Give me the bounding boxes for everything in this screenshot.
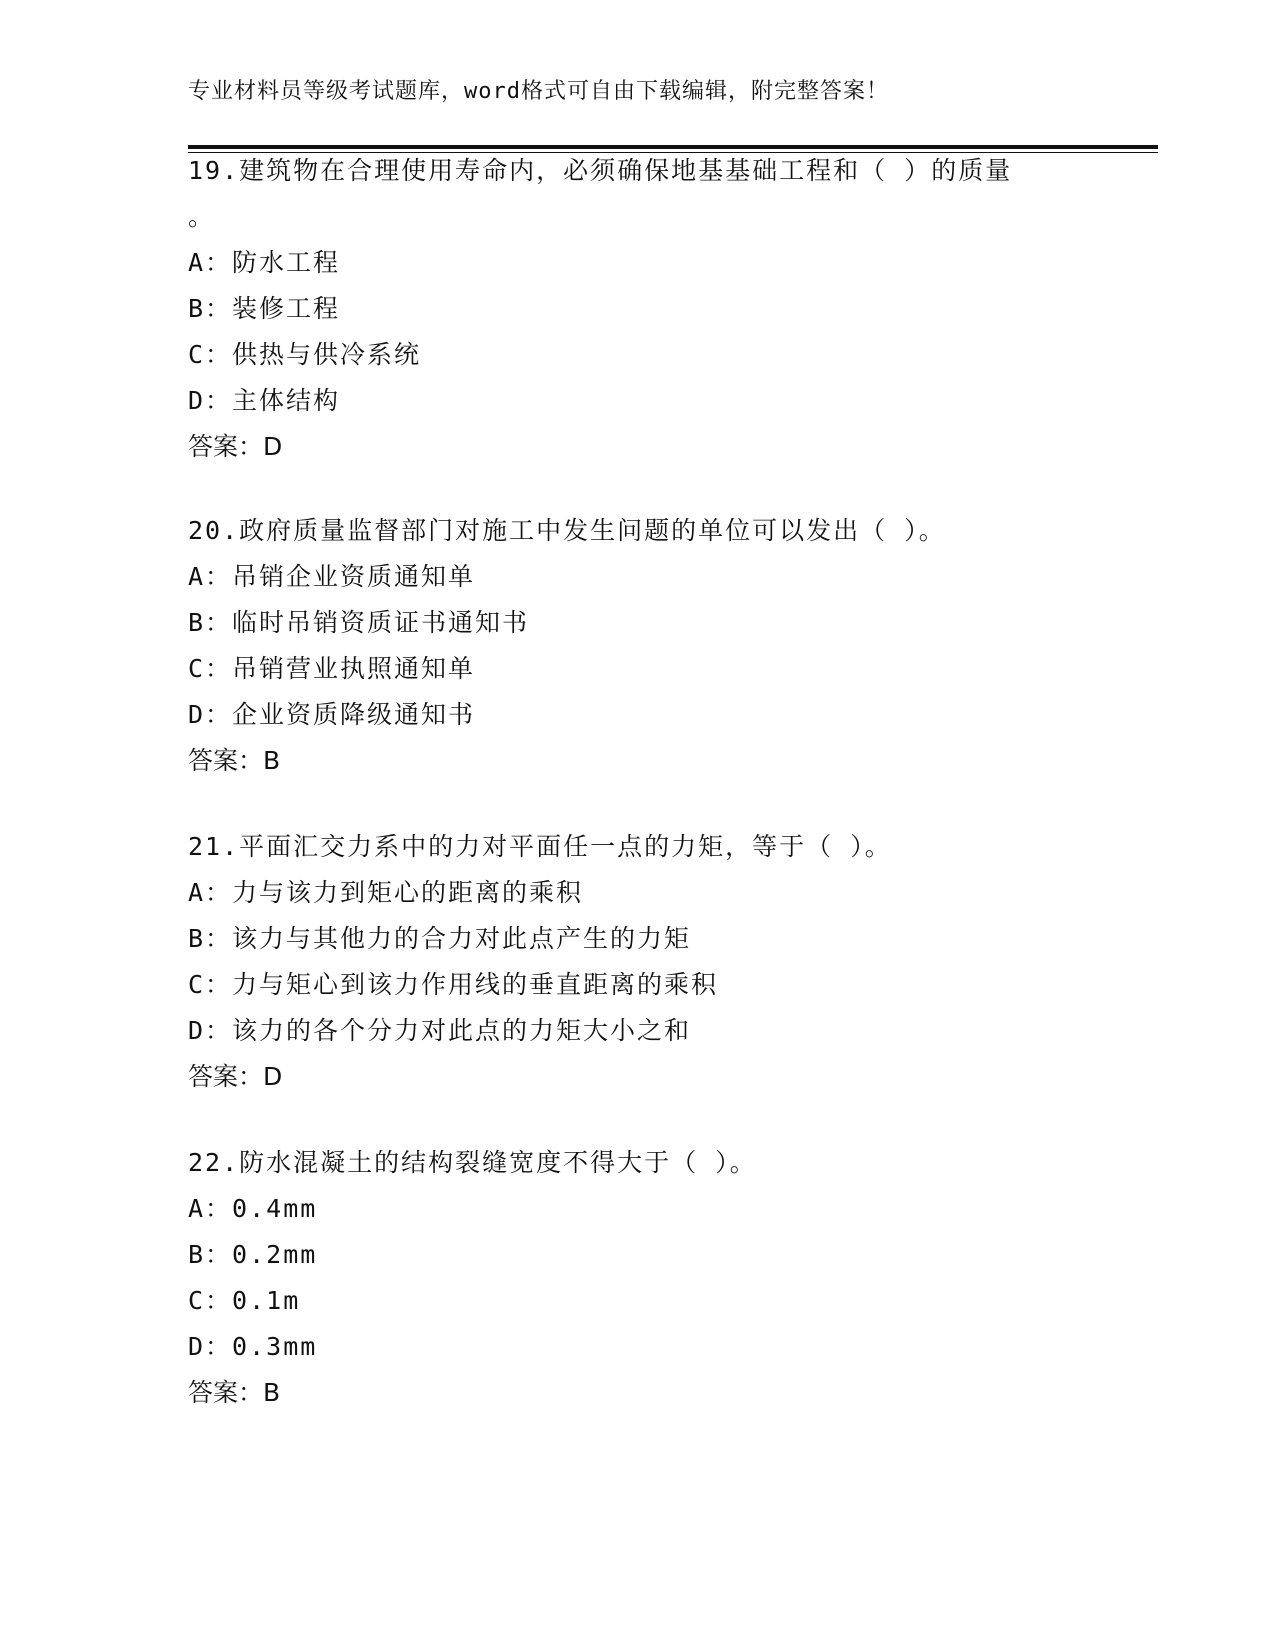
question-stem: 20.政府质量监督部门对施工中发生问题的单位可以发出（ ）。 (188, 516, 946, 545)
question-stem-continuation: 。 (188, 202, 216, 231)
option-c: C：吊销营业执照通知单 (188, 654, 476, 683)
option-d: D：企业资质降级通知书 (188, 700, 476, 729)
question-stem: 22.防水混凝土的结构裂缝宽度不得大于（ ）。 (188, 1148, 757, 1177)
option-a: A：防水工程 (188, 248, 341, 277)
option-a: A：吊销企业资质通知单 (188, 562, 476, 591)
answer: 答案：D (188, 432, 283, 461)
option-d: D：0.3mm (188, 1332, 318, 1361)
option-b: B：装修工程 (188, 294, 341, 323)
option-b: B：临时吊销资质证书通知书 (188, 608, 530, 637)
question-stem: 21.平面汇交力系中的力对平面任一点的力矩，等于（ ）。 (188, 832, 892, 861)
question-stem: 19.建筑物在合理使用寿命内，必须确保地基基础工程和（ ）的质量 (188, 156, 1013, 185)
question-22 (188, 1140, 1158, 1416)
question-19 (188, 148, 1158, 470)
option-a: A：0.4mm (188, 1194, 318, 1223)
answer: 答案：D (188, 1062, 283, 1091)
question-20 (188, 508, 1158, 784)
option-b: B：该力与其他力的合力对此点产生的力矩 (188, 924, 692, 953)
page-header: 专业材料员等级考试题库，word格式可自由下载编辑，附完整答案！ (188, 79, 889, 104)
option-c: C：供热与供冷系统 (188, 340, 422, 369)
option-d: D：该力的各个分力对此点的力矩大小之和 (188, 1016, 692, 1045)
option-a: A：力与该力到矩心的距离的乘积 (188, 878, 584, 907)
option-b: B：0.2mm (188, 1240, 318, 1269)
option-c: C：力与矩心到该力作用线的垂直距离的乘积 (188, 970, 719, 999)
answer: 答案：B (188, 746, 281, 775)
option-c: C：0.1m (188, 1286, 301, 1315)
question-21 (188, 824, 1158, 1100)
option-d: D：主体结构 (188, 386, 341, 415)
answer: 答案：B (188, 1378, 281, 1407)
